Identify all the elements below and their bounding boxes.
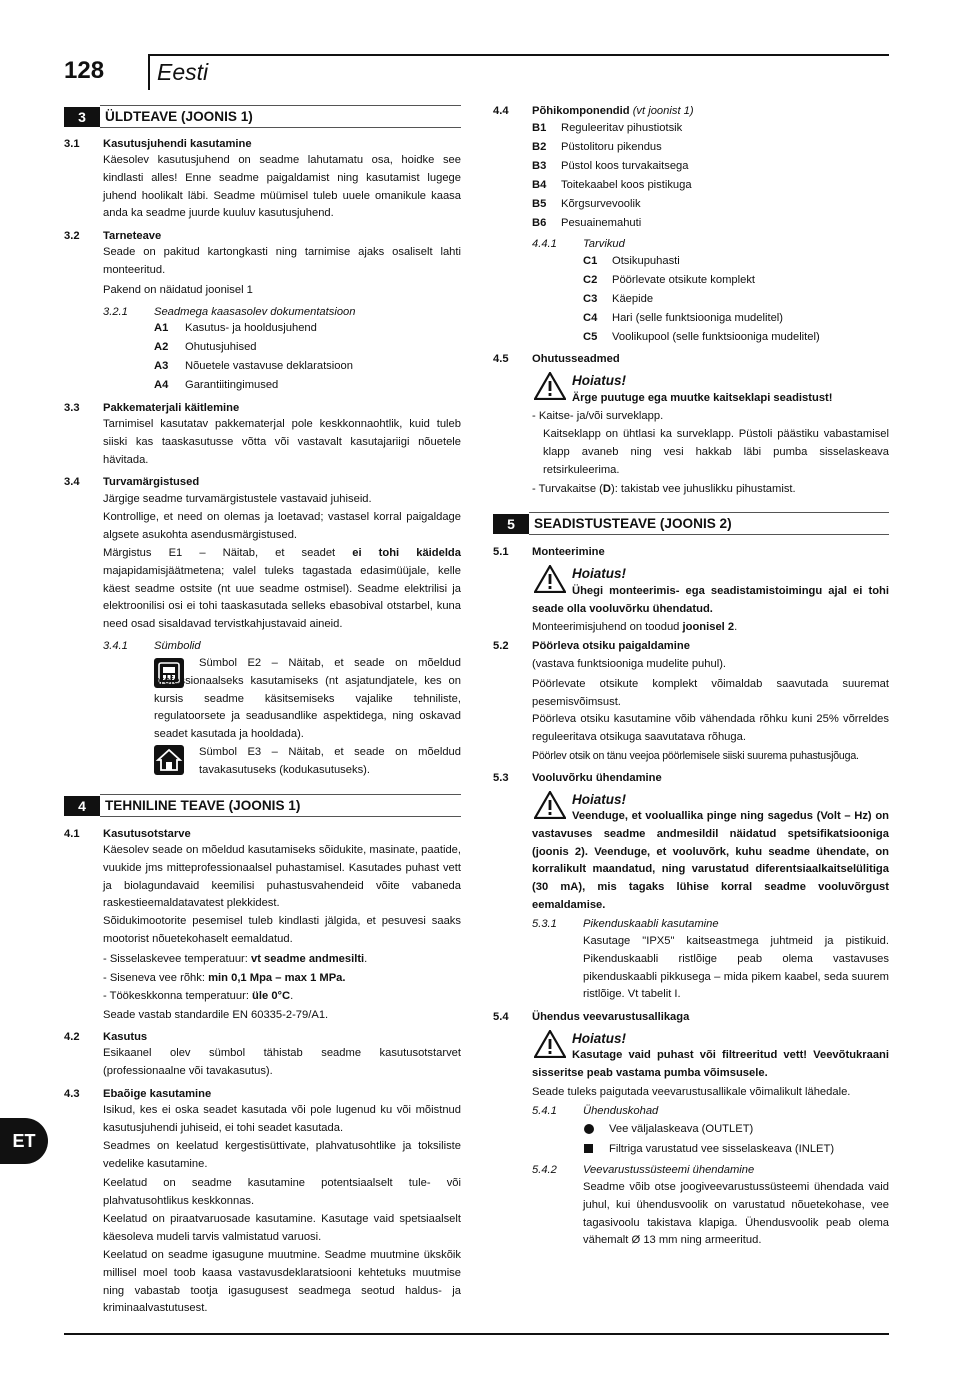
paragraph-4-3e: Keelatud on seadme igasugune muutmine. Seadme muutmine ükskõik millisel moel toob kaasa vastavusdeklaratsiooni kehtetuks muutmise ning vabastab tootja igasugusest seadmega seotud haldus- ja kriminaalvastutusest. bbox=[103, 1249, 461, 1315]
doc-text: Nõuetele vastavuse deklaratsioon bbox=[185, 360, 353, 372]
section-3-rule bbox=[100, 105, 461, 106]
bullet-suffix: . bbox=[290, 990, 294, 1002]
warning-label: Hoiatus! bbox=[572, 566, 626, 581]
section-5-rule-bottom bbox=[529, 534, 889, 535]
heading-4-4-1-number: 4.4.1 bbox=[532, 238, 557, 250]
paragraph-5-2b: Pöörlevate otsikute komplekt võimaldab saavutada suuremat pesemisvõimsust. bbox=[532, 678, 889, 708]
heading-5-1: Monteerimine bbox=[532, 546, 605, 558]
warning-5-3-text: Veenduge, et vooluallika pinge ning sagedus (Volt – Hz) on vastavuses seadme andmesildil näidatud spetsifikatsiooniga (joonis 2). Veenduge, et vooluvõrk, kuhu seadme ühendate, on korralikult maandatud, ning varustatud diferentsiaalkaitselülitiga (30 mA), mis tagaks lühise korral seadme vooluvõrgust eemaldamise. bbox=[532, 810, 889, 911]
accessory-code: C2 bbox=[583, 274, 598, 286]
component-text: Püstolitoru pikendus bbox=[561, 141, 662, 153]
section-4-number: 4 bbox=[64, 796, 100, 816]
paragraph-5-2a: (vastava funktsiooniga mudelite puhul). bbox=[532, 658, 727, 670]
paragraph-3-3: Tarnimisel kasutatav pakkematerjal pole keskkonnaohtlik, kuid tuleb siiski kas taaskasutusse võtta või vastavalt kasutajariigi nõuetele hävitada. bbox=[103, 418, 461, 466]
doc-code: A2 bbox=[154, 341, 169, 353]
heading-3-1: Kasutusjuhendi kasutamine bbox=[103, 138, 252, 150]
section-4-title: TEHNILINE TEAVE (JOONIS 1) bbox=[105, 798, 301, 813]
bullet-working-temperature bbox=[103, 989, 293, 1003]
bullet-inlet-temperature bbox=[103, 952, 367, 966]
bullet-value: üle 0°C bbox=[252, 990, 291, 1002]
header-divider-vertical bbox=[148, 54, 150, 90]
heading-4-4-reference: (vt joonist 1) bbox=[632, 105, 694, 117]
heading-4-4-number: 4.4 bbox=[493, 105, 509, 117]
component-text: Kõrgsurvevoolik bbox=[561, 198, 641, 210]
symbol-e2-text: Sümbol E2 – Näitab, et seade on mõeldud professionaalseks kasutamiseks (nt asjatundjatele, kes on kursis seadme käsitsemiseks vajalike tehniliste, regulatoorsete ja seadusandlike aspektidega, ning oskavad seadet kasutada ja hooldada). bbox=[154, 657, 461, 741]
paragraph-5-2d: Pöörlev otsik on tänu veejoa pöörlemisele siiski suurema puhastusjõuga. bbox=[532, 750, 859, 762]
bullet-text: - Sisselaskevee temperatuur: bbox=[103, 953, 251, 965]
paragraph-5-4: Seade tuleks paigutada veevarustusallikale võimalikult lähedale. bbox=[532, 1086, 851, 1098]
accessory-text: Voolikupool (selle funktsiooniga mudelitel) bbox=[612, 331, 820, 343]
heading-3-4: Turvamärgistused bbox=[103, 476, 200, 488]
paragraph-3-4c-emphasis: ei tohi käidelda bbox=[352, 547, 461, 559]
paragraph-3-4a: Järgige seadme turvamärgistustele vastavaid juhiseid. bbox=[103, 493, 372, 505]
doc-code: A1 bbox=[154, 322, 169, 334]
safety-catch-item bbox=[532, 482, 796, 496]
paragraph-3-4c bbox=[103, 545, 461, 634]
section-4-rule bbox=[100, 794, 461, 795]
heading-4-5-number: 4.5 bbox=[493, 353, 509, 365]
heading-5-4-2: Veevarustussüsteemi ühendamine bbox=[583, 1164, 755, 1176]
safety-catch-code: D bbox=[602, 483, 611, 495]
heading-5-1-number: 5.1 bbox=[493, 546, 509, 558]
heading-5-4-1-number: 5.4.1 bbox=[532, 1105, 557, 1117]
accessory-code: C4 bbox=[583, 312, 598, 324]
warning-5-4-text: Kasutage vaid puhast või filtreeritud vett! Veevõtukraani sisseritse peab vastama pumba võimsusele. bbox=[532, 1049, 889, 1079]
component-code: B6 bbox=[532, 217, 547, 229]
paragraph-4-1c: Seade vastab standardile EN 60335-2-79/A1. bbox=[103, 1009, 329, 1021]
component-code: B2 bbox=[532, 141, 547, 153]
heading-5-4-1: Ühenduskohad bbox=[583, 1105, 659, 1117]
heading-5-2: Pöörleva otsiku paigaldamine bbox=[532, 640, 690, 652]
paragraph-5-1 bbox=[532, 620, 737, 634]
heading-5-4-2-number: 5.4.2 bbox=[532, 1164, 557, 1176]
paragraph-3-1: Käesolev kasutusjuhend on seadme lahutamatu osa, hoidke see kindlasti alles! Enne seadme paigaldamist ning kasutamist lugege juhend hoolikalt läbi. Seadme müümisel tuleb uuele omanikule kaasa anda ka seadme juurde kuuluv kasutusjuhend. bbox=[103, 154, 461, 220]
heading-4-4 bbox=[532, 104, 694, 118]
heading-4-5: Ohutusseadmed bbox=[532, 353, 620, 365]
heading-3-1-number: 3.1 bbox=[64, 138, 80, 150]
heading-4-4-1: Tarvikud bbox=[583, 238, 625, 250]
warning-label: Hoiatus! bbox=[572, 373, 626, 388]
paragraph-5-3-1: Kasutage "IPX5" kaitseastmega juhtmeid ja pistikuid. Pikenduskaabli ristlõige peab olema vastavuses pikenduskaabli pikkusega – mida pikem kaabel, seda suurem ristlõige. Vt tabelit I. bbox=[583, 935, 889, 1001]
heading-5-4: Ühendus veevarustusallikaga bbox=[532, 1011, 690, 1023]
doc-text: Ohutusjuhised bbox=[185, 341, 257, 353]
bullet-value: vt seadme andmesilti bbox=[251, 953, 365, 965]
language-side-tab bbox=[0, 1118, 48, 1164]
bullet-value: min 0,1 Mpa – max 1 MPa. bbox=[208, 972, 346, 984]
accessory-text: Hari (selle funktsiooniga mudelitel) bbox=[612, 312, 783, 324]
inlet-label: Filtriga varustatud vee sisselaskeava (INLET) bbox=[609, 1143, 835, 1155]
paragraph-4-3a: Isikud, kes ei oska seadet kasutada või pole lugenud ku või mõistnud kasutusjuhendi juhiseid, ei tohi seadet kasutada. bbox=[103, 1104, 461, 1134]
heading-4-3-number: 4.3 bbox=[64, 1088, 80, 1100]
outlet-label: Vee väljalaskeava (OUTLET) bbox=[609, 1123, 754, 1135]
accessory-code: C1 bbox=[583, 255, 598, 267]
component-code: B4 bbox=[532, 179, 547, 191]
component-code: B1 bbox=[532, 122, 547, 134]
safety-valve-item: - Kaitse- ja/või surveklapp. bbox=[532, 410, 664, 422]
home-use-icon bbox=[154, 745, 184, 775]
outlet-circle-icon bbox=[584, 1124, 594, 1134]
component-code: B3 bbox=[532, 160, 547, 172]
section-4-rule-bottom bbox=[100, 816, 461, 817]
section-3-number: 3 bbox=[64, 107, 100, 127]
paragraph-5-1-text: Monteerimisjuhend on toodud bbox=[532, 621, 683, 633]
heading-5-2-number: 5.2 bbox=[493, 640, 509, 652]
symbol-e3-text: Sümbol E3 – Näitab, et seade on mõeldud tavakasutuseks (kodukasutuseks). bbox=[199, 746, 461, 776]
heading-4-2: Kasutus bbox=[103, 1031, 148, 1043]
warning-label: Hoiatus! bbox=[572, 1031, 626, 1046]
heading-4-4-title: Põhikomponendid bbox=[532, 105, 630, 117]
section-5-number: 5 bbox=[493, 514, 529, 534]
section-5-title: SEADISTUSTEAVE (JOONIS 2) bbox=[534, 516, 732, 531]
heading-5-3-1: Pikenduskaabli kasutamine bbox=[583, 918, 719, 930]
bullet-text: - Siseneva vee rõhk: bbox=[103, 972, 209, 984]
heading-5-3-1-number: 5.3.1 bbox=[532, 918, 557, 930]
paragraph-3-4b: Kontrollige, et need on olemas ja loetavad; vastasel korral paigaldage algsete asukohta asendusmärgistused. bbox=[103, 511, 461, 541]
bullet-suffix: . bbox=[364, 953, 368, 965]
paragraph-4-2: Esikaanel olev sümbol tähistab seadme kasutusotstarvet (professionaalne või tavakasutus). bbox=[103, 1047, 461, 1077]
heading-5-4-number: 5.4 bbox=[493, 1011, 509, 1023]
paragraph-4-3c: Keelatud on seadme kasutamine potentsiaalselt tule- või plahvatusohtlikus keskkonnas. bbox=[103, 1177, 461, 1207]
heading-4-3: Ebaõige kasutamine bbox=[103, 1088, 212, 1100]
doc-text: Kasutus- ja hooldusjuhend bbox=[185, 322, 317, 334]
language-side-tab-label: ET bbox=[12, 1131, 36, 1151]
safety-catch-text: - Turvakaitse ( bbox=[532, 483, 603, 495]
heading-3-3-number: 3.3 bbox=[64, 402, 80, 414]
paragraph-5-1-figure: joonisel 2 bbox=[682, 621, 735, 633]
warning-5-1-text: Ühegi monteerimis- ega seadistamistoimingu ajal ei tohi seade olla vooluvõrku ühendatud. bbox=[532, 585, 889, 615]
heading-3-4-1-number: 3.4.1 bbox=[103, 640, 128, 652]
section-3-rule-bottom bbox=[100, 127, 461, 128]
doc-code: A4 bbox=[154, 379, 169, 391]
heading-4-2-number: 4.2 bbox=[64, 1031, 80, 1043]
warning-icon bbox=[534, 372, 566, 400]
doc-code: A3 bbox=[154, 360, 169, 372]
bullet-inlet-pressure bbox=[103, 971, 346, 985]
warning-label: Hoiatus! bbox=[572, 792, 626, 807]
heading-3-2: Tarneteave bbox=[103, 230, 162, 242]
paragraph-4-5a: Kaitseklapp on ühtlasi ka surveklapp. Püstoli päästiku vabastamisel klapp avaneb ning vesi hakkab läbi pumba sisselaskeava retsirkuleerima. bbox=[543, 428, 889, 476]
component-text: Toitekaabel koos pistikuga bbox=[561, 179, 692, 191]
doc-text: Garantiitingimused bbox=[185, 379, 279, 391]
paragraph-4-3b: Seadmes on keelatud kergestisüttivate, plahvatusohtlike ja toksiliste vedelike kasutamine. bbox=[103, 1140, 461, 1170]
accessory-code: C5 bbox=[583, 331, 598, 343]
page-number: 128 bbox=[64, 57, 105, 84]
paragraph-3-4c-lead: Märgistus E1 – Näitab, et seadet bbox=[103, 547, 336, 559]
heading-3-4-1: Sümbolid bbox=[154, 640, 201, 652]
component-text: Pesuainemahuti bbox=[561, 217, 642, 229]
section-5-rule bbox=[529, 512, 889, 513]
component-code: B5 bbox=[532, 198, 547, 210]
header-rule bbox=[149, 54, 889, 56]
heading-3-3: Pakkematerjali käitlemine bbox=[103, 402, 240, 414]
paragraph-4-1b: Sõidukimootorite pesemisel tuleb kindlasti jälgida, et pesuvesi saaks mootorist nõuetekohaselt eemaldatud. bbox=[103, 915, 461, 945]
accessory-text: Pöörlevate otsikute komplekt bbox=[612, 274, 756, 286]
paragraph-5-4-2: Seadme võib otse joogiveevarustussüsteemi ühendada vaid juhul, kui ühendusvoolik on varustatud nõuetekohase, vee tagasivoolu takistava klapiga. Ühendusvoolik peab olema vähemalt Ø 13 mm ning armeeritud. bbox=[583, 1181, 889, 1247]
heading-5-3: Vooluvõrku ühendamine bbox=[532, 772, 662, 784]
heading-3-2-number: 3.2 bbox=[64, 230, 80, 242]
footer-rule bbox=[64, 1333, 889, 1335]
component-text: Reguleeritav pihustiotsik bbox=[561, 122, 683, 134]
paragraph-5-1-end: . bbox=[734, 621, 738, 633]
paragraph-4-3d: Keelatud on piraatvaruosade kasutamine. Kasutage vaid spetsiaalselt käesoleva mudeli tarvis valmistatud varuosi. bbox=[103, 1213, 461, 1243]
bullet-text: - Töökeskkonna temperatuur: bbox=[103, 990, 253, 1002]
safety-catch-description: ): takistab vee juhuslikku pihustamist. bbox=[610, 483, 796, 495]
heading-5-3-number: 5.3 bbox=[493, 772, 509, 784]
heading-3-4-number: 3.4 bbox=[64, 476, 80, 488]
heading-4-1-number: 4.1 bbox=[64, 828, 80, 840]
language-title: Eesti bbox=[157, 59, 209, 85]
paragraph-3-2b: Pakend on näidatud joonisel 1 bbox=[103, 284, 253, 296]
paragraph-3-4c-rest: majapidamisjäätmetena; valel tuleks tagastada edasimüüjale, kelle käest seadme ostsite (nt uue seadme ostmisel). Seadme elektrilisi ja elektroonilisi osi ei tohi taaskasutada selleks ebasobival otstarbel, kuna need osad sisaldavad tervistkahjustavaid aineid. bbox=[103, 564, 461, 631]
heading-4-1: Kasutusotstarve bbox=[103, 828, 191, 840]
section-3-title: ÜLDTEAVE (JOONIS 1) bbox=[105, 109, 253, 124]
paragraph-3-2a: Seade on pakitud kartongkasti ning tarnimise ajaks osaliselt lahti monteeritud. bbox=[103, 246, 461, 276]
paragraph-5-2c: Pöörleva otsiku kasutamine võib vähendada rõhku kuni 25% võrreldes reguleeritava otsikuga saavutatava rõhuga. bbox=[532, 713, 889, 743]
warning-4-5-text: Ärge puutuge ega muutke kaitseklapi seadistust! bbox=[572, 392, 833, 404]
accessory-code: C3 bbox=[583, 293, 598, 305]
heading-3-2-1-number: 3.2.1 bbox=[103, 306, 128, 318]
paragraph-4-1a: Käesolev seade on mõeldud kasutamiseks sõidukite, masinate, paatide, vuukide jms mitteprofessionaalsel puhastamisel. Kasutades puhast vett ja biolagundavaid keemilisi puhastusvahendeid võite vabaneda raskestieemaldatavatest plekkidest. bbox=[103, 844, 461, 910]
accessory-text: Käepide bbox=[612, 293, 654, 305]
component-text: Püstol koos turvakaitsega bbox=[561, 160, 689, 172]
heading-3-2-1: Seadmega kaasasolev dokumentatsioon bbox=[154, 306, 356, 318]
accessory-text: Otsikupuhasti bbox=[612, 255, 680, 267]
inlet-square-icon bbox=[584, 1144, 593, 1153]
